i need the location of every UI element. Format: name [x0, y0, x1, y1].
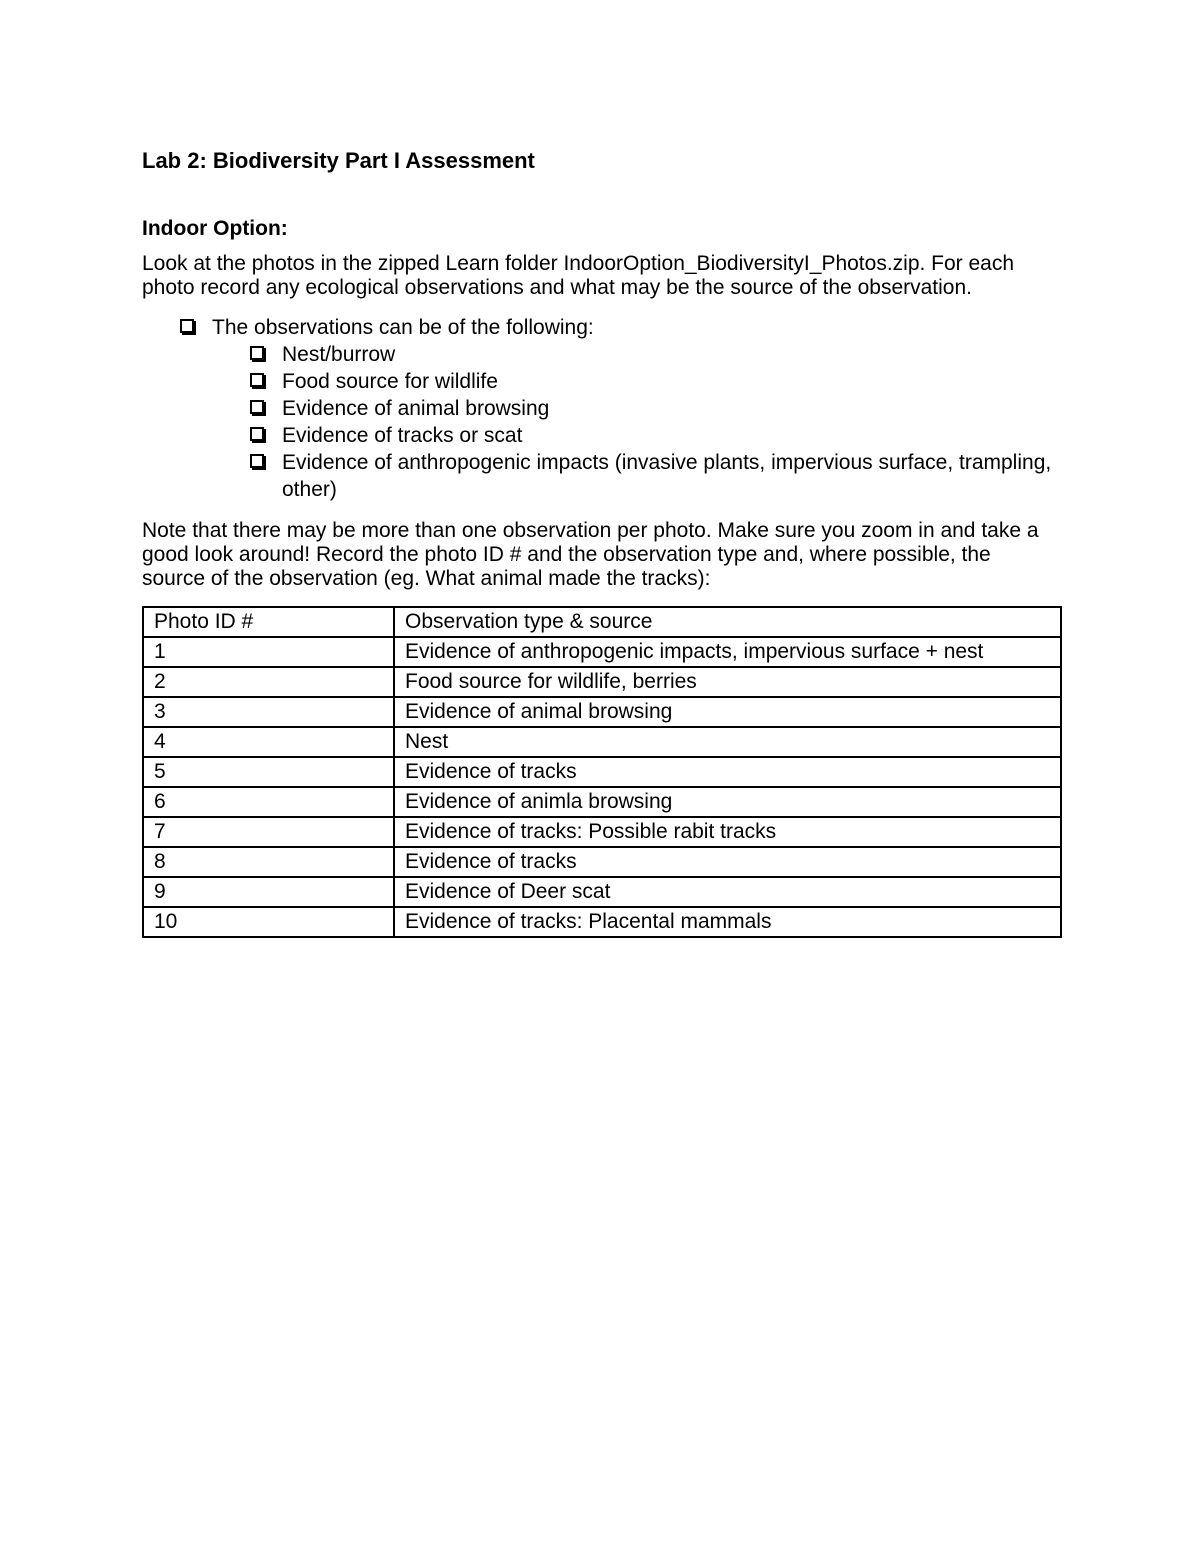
checklist-subitem-label: Evidence of anthropogenic impacts (invasive plants, impervious surface, trampling, other)	[282, 451, 1052, 501]
checklist-subitem-label: Evidence of tracks or scat	[282, 424, 523, 447]
photo-id-cell: 5	[143, 757, 394, 787]
observation-types-list	[212, 341, 1062, 503]
checklist-subitem	[250, 449, 1062, 503]
checklist-subitem	[250, 422, 1062, 449]
table-row	[143, 877, 1061, 907]
checklist-subitem	[250, 368, 1062, 395]
intro-paragraph: Look at the photos in the zipped Learn folder IndoorOption_BiodiversityI_Photos.zip. For each photo record any ecological observations and what may be the source of the observation.	[142, 252, 1015, 299]
photo-id-cell: 1	[143, 637, 394, 667]
observation-cell: Evidence of animal browsing	[394, 697, 1061, 727]
observation-cell: Evidence of tracks: Possible rabit tracks	[394, 817, 1061, 847]
photo-id-cell: 10	[143, 907, 394, 937]
observation-cell: Evidence of tracks	[394, 757, 1061, 787]
document-title: Lab 2: Biodiversity Part I Assessment	[142, 148, 535, 173]
checklist-label: The observations can be of the following:	[212, 316, 594, 339]
table-row	[143, 667, 1061, 697]
photo-id-cell: 9	[143, 877, 394, 907]
photo-id-cell: 2	[143, 667, 394, 697]
table-row	[143, 907, 1061, 937]
checklist-item	[180, 314, 1062, 503]
checklist-subitem-label: Evidence of animal browsing	[282, 397, 550, 420]
observation-cell: Nest	[394, 727, 1061, 757]
section-heading: Indoor Option:	[142, 217, 288, 240]
table-row	[143, 727, 1061, 757]
checklist-subitem	[250, 341, 1062, 368]
table-header-cell: Observation type & source	[394, 607, 1061, 637]
table-row	[143, 817, 1061, 847]
table-row	[143, 637, 1061, 667]
observation-checklist	[142, 314, 1062, 503]
photo-id-cell: 8	[143, 847, 394, 877]
photo-id-cell: 4	[143, 727, 394, 757]
observation-cell: Evidence of tracks	[394, 847, 1061, 877]
table-header-row	[143, 607, 1061, 637]
table-row	[143, 847, 1061, 877]
observation-cell: Food source for wildlife, berries	[394, 667, 1061, 697]
checkbox-icon	[180, 319, 194, 333]
table-row	[143, 697, 1061, 727]
checklist-subitem-label: Nest/burrow	[282, 343, 396, 366]
note-paragraph: Note that there may be more than one observation per photo. Make sure you zoom in and take a good look around! Record the photo ID # and the observation type and, where possible, the source of the observation (eg. What animal made the tracks):	[142, 519, 1039, 590]
checklist-subitem	[250, 395, 1062, 422]
checkbox-icon	[250, 427, 264, 441]
table-header-cell: Photo ID #	[143, 607, 394, 637]
photo-id-cell: 3	[143, 697, 394, 727]
observation-cell: Evidence of animla browsing	[394, 787, 1061, 817]
observation-table	[142, 606, 1062, 938]
photo-id-cell: 6	[143, 787, 394, 817]
checkbox-icon	[250, 454, 264, 468]
checkbox-icon	[250, 346, 264, 360]
observation-cell: Evidence of tracks: Placental mammals	[394, 907, 1061, 937]
document-page	[142, 146, 1062, 938]
observation-cell: Evidence of Deer scat	[394, 877, 1061, 907]
observation-cell: Evidence of anthropogenic impacts, impervious surface + nest	[394, 637, 1061, 667]
checklist-subitem-label: Food source for wildlife	[282, 370, 498, 393]
photo-id-cell: 7	[143, 817, 394, 847]
checkbox-icon	[250, 373, 264, 387]
table-row	[143, 757, 1061, 787]
table-row	[143, 787, 1061, 817]
checkbox-icon	[250, 400, 264, 414]
